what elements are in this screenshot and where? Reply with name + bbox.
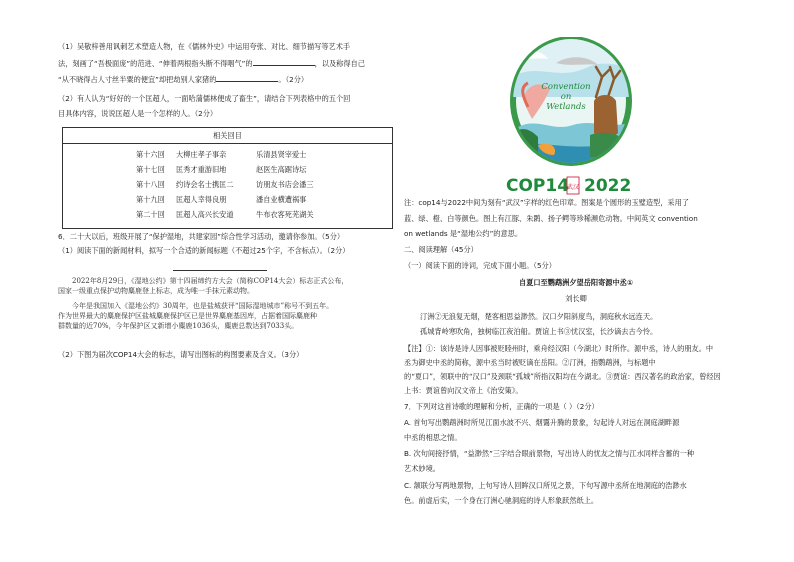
news-material: 2022年8月29日，《湿地公约》第十四届缔约方大会（简称COP14大会）标志正式公布， 国家一级重点保护动物麋鹿登上标志，成为唯一手抹元素动物。 今年是我国加入《湿地公约》30周年，也是盐城获评“国际湿地城市”称号不到五年。 作为世界最大的麋鹿保护区盐城麋鹿保护区已是世界麋鹿基因库，占据着国际麋鹿种 群数量的近70%，今年保护区又新增小麋鹿1036头，麋鹿总数达到7033头。 bbox=[58, 277, 349, 331]
notes-line1: 【注】①：该诗是诗人因事被贬睦州时，乘舟经汉阳（今湖北）时所作。源中丞，诗人的朋友。中 bbox=[404, 344, 714, 353]
q6-2: （2）下图为届次COP14大会的标志，请写出图标的构图要素及含义。（3分） bbox=[58, 350, 304, 359]
q2-line1: （2）有人认为“好好的一个匡超人，一面哈蒲儒林便成了畜生”，请结合下列表格中的五个回 bbox=[58, 94, 351, 103]
q1-answer-blank-2[interactable] bbox=[216, 74, 278, 82]
logo-caption-2022: 2022 bbox=[584, 176, 632, 196]
logo-text-convention: Convention bbox=[541, 82, 591, 92]
chapter-table-header: 相关回目 bbox=[63, 128, 392, 144]
cop14-logo bbox=[498, 37, 644, 213]
q1-line3: “从不晓得占人寸丝半粟的便宜”却把劫别人家猪的 bbox=[58, 75, 217, 84]
logo-seal-text: 武汉 bbox=[566, 184, 580, 191]
q1-line1: （1）吴敬梓善用讽刺艺术塑造人物，在《儒林外史》中运用夸张、对比、细节描写等艺术手 bbox=[58, 42, 351, 51]
note-line1: 注：cop14与2022中间为刻有“武汉”字样的红色印章。图案是个圆形的玉璧造型，采用了 bbox=[404, 198, 689, 207]
logo-text-on: on bbox=[560, 92, 572, 102]
notes-line2: 丞为御史中丞的简称，源中丞当时被贬谪在岳阳。②汀洲，指鹦鹉洲，与标题中 bbox=[404, 358, 656, 367]
q1-line2-tail: ，以及称得自己 bbox=[314, 59, 365, 68]
section-2-title: 二、阅读理解（45分） bbox=[404, 245, 478, 254]
note-line3: on wetlands 是“湿地公约”的意思。 bbox=[404, 229, 523, 238]
logo-text-wetlands: Wetlands bbox=[546, 102, 586, 112]
chapter-table: 相关回目 第十六回 大柳庄孝子事亲 乐清县贤宰爱士 第十七回 匡秀才重游旧地 赵医生高踞诗坛 第十八回 约诗会名士携匡二 访朋友书店会潘三 第十九回 匡超人幸得良朋 潘自业横遭祸事 第二十回 匡超人高兴长安道 牛布衣客死芜湖关 bbox=[62, 127, 393, 229]
option-a-line1[interactable]: A. 首句写出鹦鹉洲时所见江面水波不兴、烟霭升腾的景象，勾起诗人对远在洞庭湖畔源 bbox=[404, 418, 680, 427]
q1-line2: 法，刻画了“吾极面庞”的范进、“伸着两根指头断不得咽气”的 bbox=[58, 59, 253, 68]
option-a-line2: 中丞的相思之情。 bbox=[404, 433, 462, 442]
notes-line3: 的“夏口”，领联中的“汉口”及颈联“孤城”所指汉阳均在今湖北。③贾谊：西汉著名的政治家，曾经因 bbox=[404, 372, 721, 381]
wetland-emblem-icon bbox=[498, 37, 644, 213]
q1-line3-tail: 。（2分） bbox=[278, 75, 309, 84]
poem-title: 自夏口至鹦鹉洲夕望岳阳寄源中丞① bbox=[519, 278, 633, 287]
q6-line2: （1）阅读下面的新闻材料，拟写一个合适的新闻标题（不超过25个字，不含标点）。（2分） bbox=[58, 246, 350, 255]
poet-name: 刘长卿 bbox=[565, 294, 587, 303]
notes-line4: 上书：贾谊曾向汉文帝上《治安策》。 bbox=[404, 386, 523, 395]
news-title-blank[interactable] bbox=[173, 270, 267, 271]
note-line2: 蓝、绿、橙、白等颜色。图上有江豚、朱鹮、扬子鳄等珍稀濒危动物。中间英文 convention bbox=[404, 214, 698, 223]
logo-caption-cop14: COP14 bbox=[506, 176, 570, 196]
q6-line1: 6．二十大以后，班级开展了“保护湿地，共建家园”综合性学习活动，邀请你参加。（5分） bbox=[58, 232, 345, 241]
poem-line1: 汀洲②无浪复无烟，楚客相思益渺然。汉口夕阳斜度鸟，洞庭秋水远连天。 bbox=[420, 312, 658, 321]
option-c-line2: 色。前虚后实，一个身在汀洲心驰洞庭的诗人形象跃然纸上。 bbox=[404, 496, 599, 505]
subsection-1-title: （一）阅读下面的诗词，完成下面小题。（5分） bbox=[404, 261, 556, 270]
option-b-line1[interactable]: B. 次句间接抒情，“益渺然”三字结合眼前景物，写出诗人的忧友之情与江水同样含蓄的一种 bbox=[404, 449, 695, 458]
q7-stem: 7．下列对这首诗歌的理解和分析，正确的一项是（ ）（2分） bbox=[404, 402, 599, 411]
q1-answer-blank-1[interactable] bbox=[253, 58, 315, 66]
option-b-line2: 艺术妙境。 bbox=[404, 464, 440, 473]
option-c-line1[interactable]: C. 颔联分写两地景物，上句写诗人回眸汉口所见之景，下句写源中丞所在地洞庭的浩渺水 bbox=[404, 481, 687, 490]
q2-line2: 目具体内容，说说匡超人是一个怎样的人。（2分） bbox=[58, 109, 218, 118]
poem-line2: 孤城背岭寒吹角，独树临江夜泊船。贾谊上书③忧汉室，长沙谪去古今怜。 bbox=[420, 327, 658, 336]
